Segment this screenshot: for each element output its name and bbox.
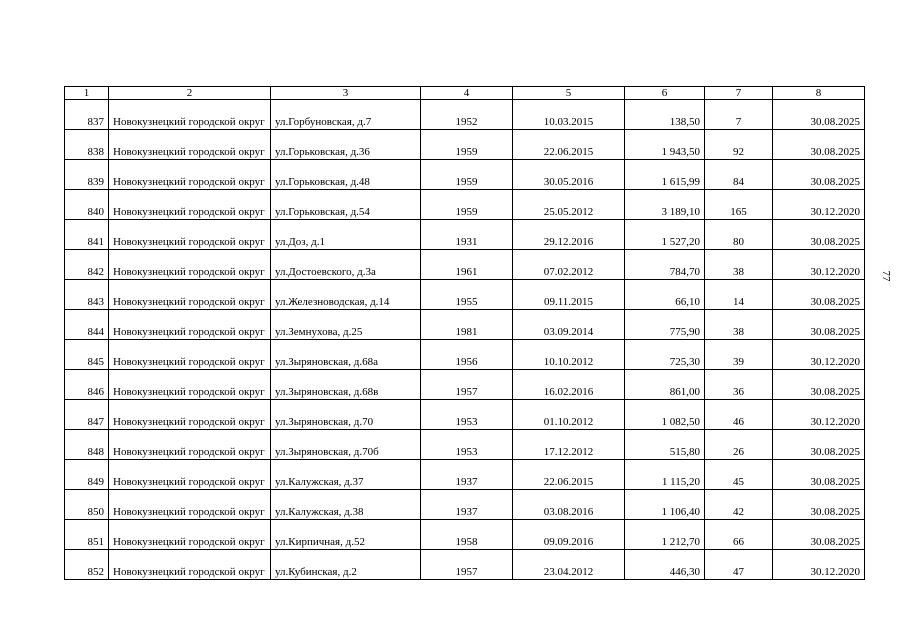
data-table: [64, 86, 865, 580]
municipality-cell: Новокузнецкий городской округ: [109, 100, 271, 130]
year-cell: 1959: [421, 160, 513, 190]
address-cell: ул.Горьковская, д.36: [271, 130, 421, 160]
municipality-cell: Новокузнецкий городской округ: [109, 220, 271, 250]
area-cell: 446,30: [625, 550, 705, 580]
area-cell: 1 106,40: [625, 490, 705, 520]
date-cell: 29.12.2016: [513, 220, 625, 250]
address-cell: ул.Зыряновская, д.68в: [271, 370, 421, 400]
row-number-cell: 852: [65, 550, 109, 580]
count-cell: 80: [705, 220, 773, 250]
table-row: [65, 490, 865, 520]
year-cell: 1959: [421, 190, 513, 220]
date-cell: 22.06.2015: [513, 460, 625, 490]
count-cell: 38: [705, 310, 773, 340]
count-cell: 46: [705, 400, 773, 430]
address-cell: ул.Зыряновская, д.70: [271, 400, 421, 430]
table-row: [65, 280, 865, 310]
deadline-cell: 30.08.2025: [773, 310, 865, 340]
year-cell: 1959: [421, 130, 513, 160]
header-cell: 5: [513, 87, 625, 100]
address-cell: ул.Горьковская, д.48: [271, 160, 421, 190]
year-cell: 1961: [421, 250, 513, 280]
address-cell: ул.Зыряновская, д.70б: [271, 430, 421, 460]
area-cell: 66,10: [625, 280, 705, 310]
address-cell: ул.Земнухова, д.25: [271, 310, 421, 340]
date-cell: 09.09.2016: [513, 520, 625, 550]
row-number-cell: 842: [65, 250, 109, 280]
year-cell: 1957: [421, 370, 513, 400]
table-row: [65, 160, 865, 190]
deadline-cell: 30.12.2020: [773, 250, 865, 280]
municipality-cell: Новокузнецкий городской округ: [109, 190, 271, 220]
deadline-cell: 30.08.2025: [773, 160, 865, 190]
deadline-cell: 30.12.2020: [773, 400, 865, 430]
count-cell: 165: [705, 190, 773, 220]
table-row: [65, 100, 865, 130]
page-number: 77: [880, 270, 892, 282]
municipality-cell: Новокузнецкий городской округ: [109, 460, 271, 490]
address-cell: ул.Горбуновская, д.7: [271, 100, 421, 130]
municipality-cell: Новокузнецкий городской округ: [109, 310, 271, 340]
area-cell: 1 943,50: [625, 130, 705, 160]
date-cell: 09.11.2015: [513, 280, 625, 310]
header-cell: 7: [705, 87, 773, 100]
municipality-cell: Новокузнецкий городской округ: [109, 130, 271, 160]
area-cell: 1 615,99: [625, 160, 705, 190]
deadline-cell: 30.12.2020: [773, 190, 865, 220]
area-cell: 775,90: [625, 310, 705, 340]
header-cell: 4: [421, 87, 513, 100]
deadline-cell: 30.12.2020: [773, 340, 865, 370]
area-cell: 1 212,70: [625, 520, 705, 550]
area-cell: 725,30: [625, 340, 705, 370]
municipality-cell: Новокузнецкий городской округ: [109, 250, 271, 280]
row-number-cell: 838: [65, 130, 109, 160]
table-row: [65, 430, 865, 460]
table-row: [65, 190, 865, 220]
date-cell: 03.08.2016: [513, 490, 625, 520]
year-cell: 1937: [421, 490, 513, 520]
municipality-cell: Новокузнецкий городской округ: [109, 160, 271, 190]
address-cell: ул.Калужская, д.37: [271, 460, 421, 490]
header-cell: 2: [109, 87, 271, 100]
table-row: [65, 550, 865, 580]
date-cell: 22.06.2015: [513, 130, 625, 160]
date-cell: 07.02.2012: [513, 250, 625, 280]
year-cell: 1981: [421, 310, 513, 340]
count-cell: 39: [705, 340, 773, 370]
count-cell: 14: [705, 280, 773, 310]
table-row: [65, 130, 865, 160]
area-cell: 3 189,10: [625, 190, 705, 220]
count-cell: 7: [705, 100, 773, 130]
area-cell: 784,70: [625, 250, 705, 280]
year-cell: 1952: [421, 100, 513, 130]
row-number-cell: 850: [65, 490, 109, 520]
area-cell: 861,00: [625, 370, 705, 400]
date-cell: 30.05.2016: [513, 160, 625, 190]
address-cell: ул.Калужская, д.38: [271, 490, 421, 520]
row-number-cell: 841: [65, 220, 109, 250]
year-cell: 1958: [421, 520, 513, 550]
year-cell: 1957: [421, 550, 513, 580]
table-body: [65, 87, 865, 580]
address-cell: ул.Достоевского, д.3а: [271, 250, 421, 280]
municipality-cell: Новокузнецкий городской округ: [109, 520, 271, 550]
row-number-cell: 846: [65, 370, 109, 400]
header-cell: 8: [773, 87, 865, 100]
deadline-cell: 30.08.2025: [773, 460, 865, 490]
address-cell: ул.Железноводская, д.14: [271, 280, 421, 310]
count-cell: 84: [705, 160, 773, 190]
table-row: [65, 370, 865, 400]
municipality-cell: Новокузнецкий городской округ: [109, 490, 271, 520]
table-row: [65, 340, 865, 370]
row-number-cell: 845: [65, 340, 109, 370]
deadline-cell: 30.08.2025: [773, 430, 865, 460]
date-cell: 16.02.2016: [513, 370, 625, 400]
count-cell: 66: [705, 520, 773, 550]
header-cell: 6: [625, 87, 705, 100]
deadline-cell: 30.08.2025: [773, 220, 865, 250]
row-number-cell: 848: [65, 430, 109, 460]
row-number-cell: 840: [65, 190, 109, 220]
table-row: [65, 310, 865, 340]
year-cell: 1931: [421, 220, 513, 250]
row-number-cell: 847: [65, 400, 109, 430]
header-cell: 3: [271, 87, 421, 100]
table-row: [65, 250, 865, 280]
table-row: [65, 400, 865, 430]
year-cell: 1955: [421, 280, 513, 310]
row-number-cell: 851: [65, 520, 109, 550]
count-cell: 42: [705, 490, 773, 520]
date-cell: 25.05.2012: [513, 190, 625, 220]
date-cell: 10.10.2012: [513, 340, 625, 370]
year-cell: 1953: [421, 400, 513, 430]
count-cell: 47: [705, 550, 773, 580]
table-row: [65, 460, 865, 490]
municipality-cell: Новокузнецкий городской округ: [109, 430, 271, 460]
address-cell: ул.Зыряновская, д.68а: [271, 340, 421, 370]
deadline-cell: 30.08.2025: [773, 520, 865, 550]
deadline-cell: 30.08.2025: [773, 100, 865, 130]
address-cell: ул.Доз, д.1: [271, 220, 421, 250]
municipality-cell: Новокузнецкий городской округ: [109, 370, 271, 400]
area-cell: 1 115,20: [625, 460, 705, 490]
count-cell: 36: [705, 370, 773, 400]
header-cell: 1: [65, 87, 109, 100]
row-number-cell: 849: [65, 460, 109, 490]
area-cell: 1 082,50: [625, 400, 705, 430]
count-cell: 38: [705, 250, 773, 280]
table-row: [65, 220, 865, 250]
year-cell: 1953: [421, 430, 513, 460]
deadline-cell: 30.08.2025: [773, 130, 865, 160]
count-cell: 45: [705, 460, 773, 490]
address-cell: ул.Кирпичная, д.52: [271, 520, 421, 550]
area-cell: 515,80: [625, 430, 705, 460]
deadline-cell: 30.08.2025: [773, 280, 865, 310]
table-row: [65, 520, 865, 550]
row-number-cell: 844: [65, 310, 109, 340]
deadline-cell: 30.12.2020: [773, 550, 865, 580]
row-number-cell: 839: [65, 160, 109, 190]
table-header-row: [65, 87, 865, 100]
deadline-cell: 30.08.2025: [773, 490, 865, 520]
date-cell: 03.09.2014: [513, 310, 625, 340]
date-cell: 01.10.2012: [513, 400, 625, 430]
municipality-cell: Новокузнецкий городской округ: [109, 280, 271, 310]
deadline-cell: 30.08.2025: [773, 370, 865, 400]
row-number-cell: 837: [65, 100, 109, 130]
year-cell: 1937: [421, 460, 513, 490]
date-cell: 17.12.2012: [513, 430, 625, 460]
area-cell: 1 527,20: [625, 220, 705, 250]
count-cell: 26: [705, 430, 773, 460]
address-cell: ул.Кубинская, д.2: [271, 550, 421, 580]
row-number-cell: 843: [65, 280, 109, 310]
date-cell: 23.04.2012: [513, 550, 625, 580]
municipality-cell: Новокузнецкий городской округ: [109, 400, 271, 430]
count-cell: 92: [705, 130, 773, 160]
address-cell: ул.Горьковская, д.54: [271, 190, 421, 220]
year-cell: 1956: [421, 340, 513, 370]
area-cell: 138,50: [625, 100, 705, 130]
municipality-cell: Новокузнецкий городской округ: [109, 550, 271, 580]
municipality-cell: Новокузнецкий городской округ: [109, 340, 271, 370]
date-cell: 10.03.2015: [513, 100, 625, 130]
